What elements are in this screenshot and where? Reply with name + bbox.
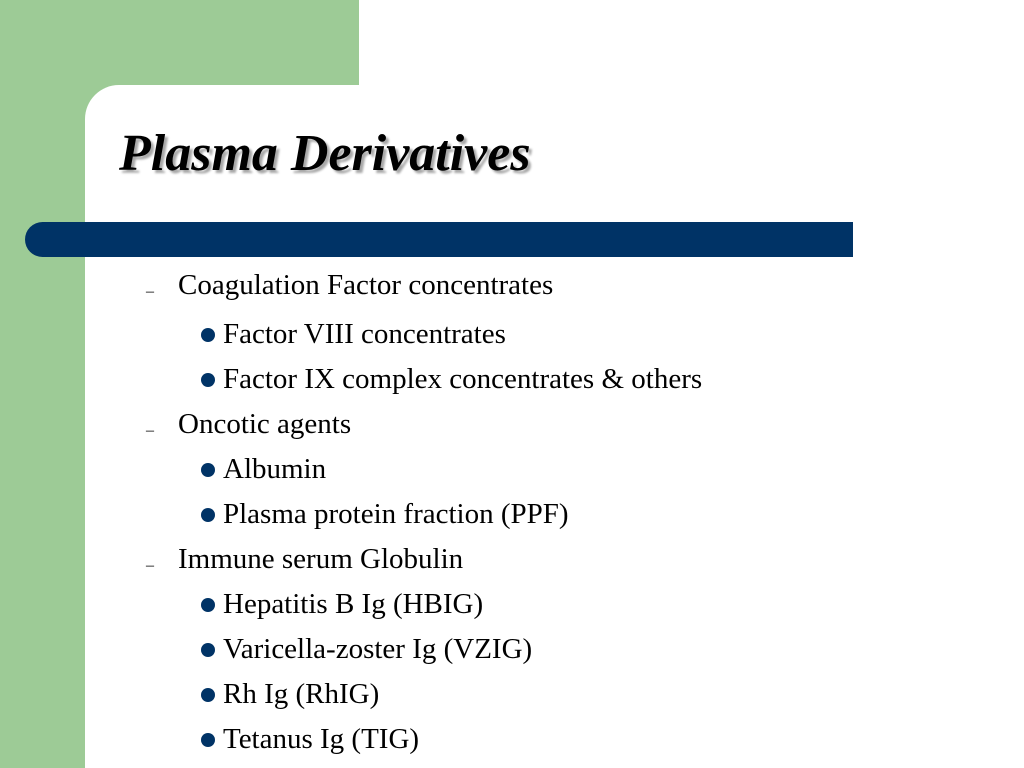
list-item: Albumin <box>223 453 327 485</box>
round-bullet-icon <box>201 598 215 612</box>
list-item: Hepatitis B Ig (HBIG) <box>223 588 484 620</box>
title-underline-bar <box>25 222 853 257</box>
list-item: Varicella-zoster Ig (VZIG) <box>223 633 533 665</box>
section-heading-oncotic: Oncotic agents <box>178 408 352 440</box>
round-bullet-icon <box>201 688 215 702</box>
round-bullet-icon <box>201 463 215 477</box>
round-bullet-icon <box>201 508 215 522</box>
round-bullet-icon <box>201 328 215 342</box>
list-item: Tetanus Ig (TIG) <box>223 723 420 755</box>
dash-bullet-icon: – <box>146 557 154 574</box>
section-heading-immune: Immune serum Globulin <box>178 543 464 575</box>
section-heading-coagulation: Coagulation Factor concentrates <box>178 269 554 301</box>
round-bullet-icon <box>201 643 215 657</box>
list-item: Rh Ig (RhIG) <box>223 678 380 710</box>
list-item: Plasma protein fraction (PPF) <box>223 498 569 530</box>
list-item: Factor VIII concentrates <box>223 318 506 350</box>
dash-bullet-icon: – <box>146 283 154 300</box>
round-bullet-icon <box>201 373 215 387</box>
dash-bullet-icon: – <box>146 422 154 439</box>
round-bullet-icon <box>201 733 215 747</box>
list-item: Factor IX complex concentrates & others <box>223 363 703 395</box>
slide-title: Plasma Derivatives <box>119 125 531 182</box>
